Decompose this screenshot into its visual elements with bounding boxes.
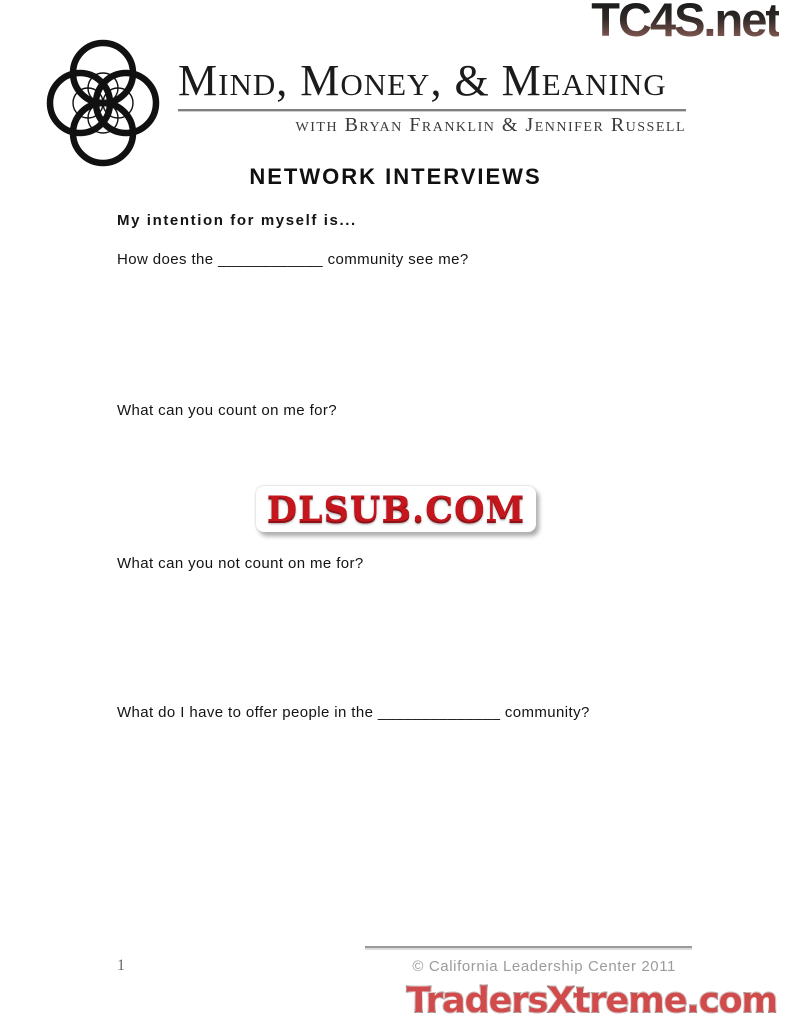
subtitle: with Bryan Franklin & Jennifer Russell — [295, 114, 686, 137]
question-not-count-on-me: What can you not count on me for? — [117, 555, 364, 572]
dlsub-watermark-text: DLSUB.COM — [266, 488, 526, 530]
overlapping-circles-logo — [45, 37, 167, 168]
question-community-see-me: How does the ____________ community see me? — [117, 251, 469, 268]
question-count-on-me: What can you count on me for? — [117, 402, 338, 419]
section-heading: NETWORK INTERVIEWS — [249, 164, 542, 189]
page-number: 1 — [117, 957, 125, 974]
header — [178, 58, 686, 137]
tradersxtreme-watermark: TradersXtreme.com — [406, 981, 777, 1021]
page-title: Mind, Money, & Meaning — [178, 56, 667, 105]
tc4s-watermark: TC4S.net — [591, 0, 779, 47]
question-offer-people: What do I have to offer people in the ______________ community? — [117, 704, 590, 721]
title-divider — [178, 109, 686, 111]
question-intention: My intention for myself is... — [117, 212, 357, 229]
footer-divider — [365, 946, 692, 948]
copyright: © California Leadership Center 2011 — [412, 958, 676, 975]
dlsub-watermark — [256, 486, 536, 532]
